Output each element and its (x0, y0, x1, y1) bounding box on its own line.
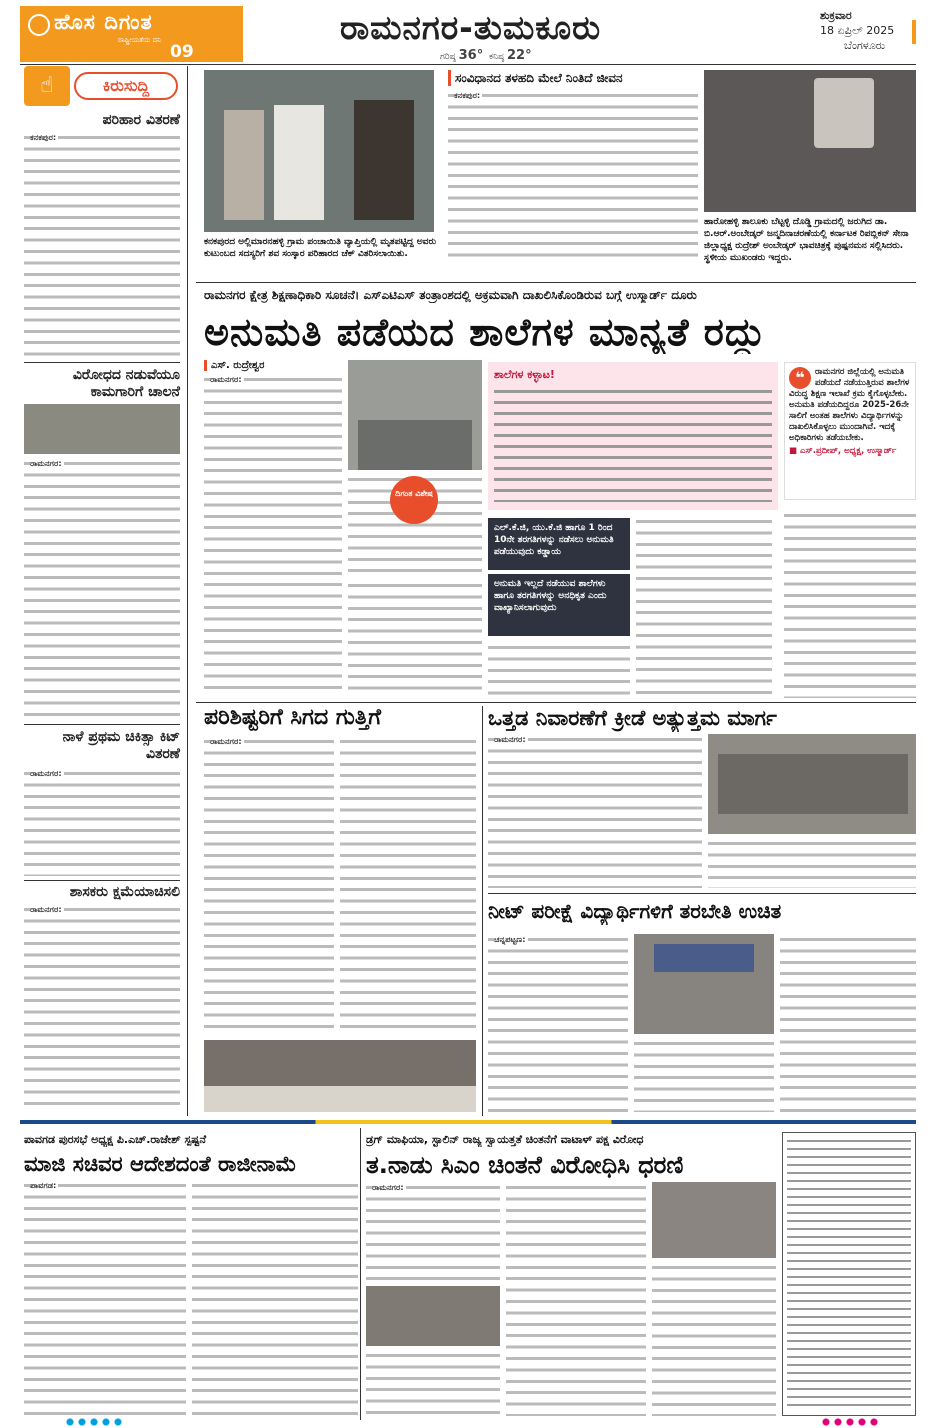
brief-2-body (24, 458, 180, 720)
bottom-story-2-col-2 (506, 1182, 646, 1416)
lead-body-col-5 (636, 516, 772, 698)
lead-quote-box (784, 362, 916, 500)
bottom-story-1-headline: ಮಾಜಿ ಸಚಿವರ ಆದೇಶದಂತೆ ರಾಜೀನಾಮೆ (24, 1152, 297, 1176)
dark-box-1: ಎಲ್.ಕೆ.ಜಿ, ಯು.ಕೆ.ಜಿ ಹಾಗೂ 1 ರಿಂದ 10ನೇ ತರಗತಿಗಳನ್ನು ನಡೆಸಲು ಅನುಮತಿ ಪಡೆಯುವುದು ಕಡ್ಡಾಯ (488, 518, 630, 570)
mid-story-3-col-1 (488, 934, 628, 1112)
masthead-logo (20, 6, 243, 62)
mid-story-2-col-2 (708, 838, 916, 888)
brief-2-photo (24, 404, 180, 454)
mid-story-1-photo (204, 1040, 476, 1112)
logo-tagline: ರಾಷ್ಟ್ರೀಯತೆಯ ದನಿ (118, 36, 162, 44)
weather (440, 48, 532, 63)
brief-3-dateline: ರಾಮನಗರ: (30, 768, 62, 778)
sun-icon (28, 14, 50, 36)
weather-min: 22° (507, 48, 532, 63)
lead-body-col-6 (784, 510, 916, 698)
page-title: ರಾಮನಗರ-ತುಮಕೂರು (340, 8, 602, 47)
column-divider (360, 1128, 361, 1420)
bottom-story-1-kicker: ಪಾವಗಡ ಪುರಸಭೆ ಅಧ್ಯಕ್ಷ ಪಿ.ಎಚ್.ರಾಜೇಶ್ ಸ್ಪಷ್ಟನೆ (24, 1133, 207, 1146)
divider (24, 362, 180, 363)
lead-headline: ಅನುಮತಿ ಪಡೆಯದ ಶಾಲೆಗಳ ಮಾನ್ಯತೆ ರದ್ದು (204, 310, 766, 354)
bottom-story-2-col-1b (366, 1350, 500, 1416)
brief-2-headline: ವಿರೋಧದ ನಡುವೆಯೂ ಕಾಮಗಾರಿಗೆ ಚಾಲನೆ (72, 367, 180, 400)
hand-icon: ☝ (24, 66, 70, 106)
lead-body-col-4 (488, 642, 630, 698)
brief-1-body (24, 132, 180, 362)
issue-city: ಬೆಂಗಳೂರು (844, 39, 886, 52)
mid-story-2-col-1 (488, 734, 702, 888)
lead-dateline: ರಾಮನಗರ: (210, 374, 242, 384)
pink-box-headline: ಶಾಲೆಗಳ ಕಳ್ಳಾಟ! (494, 368, 555, 381)
brief-1-dateline: ಕನಕಪುರ: (30, 132, 57, 142)
section-strip (20, 1120, 916, 1124)
kiru-suddi-banner (24, 66, 180, 106)
issue-day: ಶುಕ್ರವಾರ (820, 9, 852, 22)
column-divider (482, 706, 483, 1116)
top-story-dateline: ಕನಕಪುರ: (454, 90, 481, 100)
brief-3-headline: ನಾಳೆ ಪ್ರಥಮ ಚಿಕಿತ್ಸಾ ಕಿಟ್ ವಿತರಣೆ (62, 729, 180, 762)
bottom-story-2-col-1 (366, 1182, 500, 1282)
mid-story-1-col-2 (340, 736, 476, 1036)
pink-box-body (494, 386, 772, 502)
lead-pink-box (488, 362, 778, 510)
lead-byline: ಎಸ್. ರುದ್ರೇಶ್ವರ (204, 360, 264, 371)
column-divider (187, 66, 188, 1116)
print-marks (820, 1418, 880, 1426)
print-marks (64, 1418, 124, 1426)
photo-cheque-distribution (204, 70, 434, 232)
dark-box-2: ಅನುಮತಿ ಇಲ್ಲದೆ ನಡೆಯುವ ಶಾಲೆಗಳು ಹಾಗೂ ತರಗತಿಗಳನ್ನು ಅನಧಿಕೃತ ಎಂದು ವಾಖ್ಯಾನಿಸಲಾಗುವುದು (488, 574, 630, 636)
digantha-special-badge: ದಿಗಂತ ವಿಶೇಷ (390, 476, 438, 524)
brief-4-headline: ಶಾಸಕರು ಕ್ಷಮೆಯಾಚಿಸಲಿ (69, 884, 180, 900)
weather-max: 36° (458, 48, 484, 63)
issue-date (820, 8, 894, 53)
brief-1-headline: ಪರಿಹಾರ ವಿತರಣೆ (102, 112, 180, 128)
quote-icon: ❝ (789, 367, 811, 389)
top-story-body (448, 90, 698, 262)
lead-body-col-3 (348, 580, 482, 696)
divider (196, 282, 916, 283)
mid-story-1-dateline: ರಾಮನಗರ: (210, 736, 242, 746)
top-story-headline: ಸಂವಿಧಾನದ ತಳಹದಿ ಮೇಲೆ ನಿಂತಿದೆ ಜೀವನ (448, 70, 698, 86)
mid-story-3-col-3 (780, 934, 916, 1112)
quote-by: ■ ಎಸ್.ಪ್ರದೀಪ್, ಅಧ್ಯಕ್ಷ, ಉಸ್ಮಾರ್ಡ್ (789, 446, 897, 456)
mid-story-3-dateline: ಚನ್ನಪಟ್ಟಣ: (494, 934, 526, 944)
brief-2-dateline: ರಾಮನಗರ: (30, 458, 62, 468)
divider (24, 724, 180, 725)
weather-min-label: ಕನಿಷ್ಠ (488, 52, 505, 62)
bottom-story-2-photo-2 (652, 1182, 776, 1258)
bottom-story-2-dateline: ರಾಮನಗರ: (372, 1182, 404, 1192)
page-number: 09 (170, 42, 194, 62)
brief-4-dateline: ರಾಮನಗರ: (30, 904, 62, 914)
photo-1-caption: ಕನಕಪುರದ ಅಲ್ಲಿಮಾರನಹಳ್ಳಿ ಗ್ರಾಮ ಪಂಚಾಯಿತಿ ವ್ಯಾಪ್ತಿಯಲ್ಲಿ ಮೃತಪಟ್ಟಿದ್ದ ಅವರು ಕುಟುಂಬದ ಸದಸ್ಯರಿಗೆ ಶವ ಸಂಸ್ಕಾರ ಪರಿಹಾರದ ಚೆಕ್ ವಿತರಿಸಲಾಯಿತು. (204, 237, 437, 259)
mid-story-3-headline: ನೀಟ್ ಪರೀಕ್ಷೆ ವಿದ್ಯಾರ್ಥಿಗಳಿಗೆ ತರಬೇತಿ ಉಚಿತ (488, 899, 782, 923)
brief-2 (24, 367, 180, 401)
top-story (448, 70, 698, 86)
bottom-story-2-headline: ತ.ನಾಡು ಸಿಎಂ ಚಿಂತನೆ ವಿರೋಧಿಸಿ ಧರಣಿ (366, 1151, 684, 1179)
brief-4 (24, 884, 180, 901)
mid-story-1-headline: ಪರಿಶಿಷ್ಟರಿಗೆ ಸಿಗದ ಗುತ್ತಿಗೆ (204, 705, 382, 730)
bottom-story-1-col-2 (192, 1180, 358, 1416)
divider (20, 64, 916, 65)
lead-kicker: ರಾಮನಗರ ಕ್ಷೇತ್ರ ಶಿಕ್ಷಣಾಧಿಕಾರಿ ಸೂಚನೆ। ಎಸ್‌ಎಟಿಎಸ್ ತಂತ್ರಾಂಶದಲ್ಲಿ ಅಕ್ರಮವಾಗಿ ದಾಖಲಿಸಿಕೊಂಡಿರುವ ಬಗ್ಗೆ ಉಸ್ಮಾರ್ಡ್ ದೂರು (204, 288, 697, 302)
mid-story-2-headline: ಒತ್ತಡ ನಿವಾರಣೆಗೆ ಕ್ರೀಡೆ ಅತ್ಯುತ್ತಮ ಮಾರ್ಗ (488, 706, 777, 730)
lead-school-photo (348, 360, 482, 470)
photo-ambedkar-jayanti (704, 70, 916, 212)
brief-1 (24, 112, 180, 362)
legal-notice (782, 1132, 916, 1416)
bottom-story-2-kicker: ಡ್ರಗ್ ಮಾಫಿಯಾ, ಸ್ಟಾಲಿನ್ ರಾಜ್ಯ ಸ್ವಾಯತ್ತತೆ ಚಿಂತನೆಗೆ ವಾಟಾಳ್ ಪಕ್ಷ ವಿರೋಧ (366, 1133, 644, 1146)
brief-3-body (24, 768, 180, 876)
bottom-story-2-col-3 (652, 1262, 776, 1416)
logo-name: ಹೊಸ ದಿಗಂತ (54, 10, 153, 34)
divider (488, 893, 916, 894)
issue-date-text: 18 ಏಪ್ರಿಲ್ 2025 (820, 24, 895, 37)
mid-story-3-photo (634, 934, 774, 1034)
divider (196, 702, 916, 703)
masthead-accent (912, 20, 916, 44)
bottom-story-2-photo-1 (366, 1286, 500, 1346)
bottom-story-1-col-1 (24, 1180, 186, 1416)
brief-3 (24, 729, 180, 763)
lead-body-col-1 (204, 374, 342, 696)
divider (24, 880, 180, 881)
mid-story-1-col-1 (204, 736, 334, 1036)
bottom-story-1-dateline: ಪಾವಗಡ: (30, 1180, 57, 1190)
weather-max-label: ಗರಿಷ್ಠ (440, 52, 456, 62)
brief-4-body (24, 904, 180, 1112)
mid-story-2-photo (708, 734, 916, 834)
kiru-suddi-label: ಕಿರುಸುದ್ದಿ (74, 72, 178, 100)
photo-2-caption: ಹಾರೋಹಳ್ಳಿ ತಾಲೂಕು ಬೆಟ್ಟಳ್ಳಿ ದೊಡ್ಡಿ ಗ್ರಾಮದಲ್ಲಿ ಜರುಗಿದ ಡಾ. ಬಿ.ಆರ್.ಅಂಬೇಡ್ಕರ್ ಜನ್ಮದಿನಾಚರಣೆಯಲ್ಲಿ ಕರ್ನಾಟಕ ರಿಪಬ್ಲಿಕನ್ ಸೇನಾ ಜಿಲ್ಲಾಧ್ಯಕ್ಷ ರುದ್ರೇಶ್ ಅಂಬೇಡ್ಕರ್ ಭಾವಚಿತ್ರಕ್ಕೆ ಪುಷ್ಪನಮನ ಸಲ್ಲಿಸಿದರು. ಸ್ಥಳೀಯ ಮುಖಂಡರು ಇದ್ದರು. (704, 217, 909, 263)
mid-story-3-col-2 (634, 1038, 774, 1112)
mid-story-2-dateline: ರಾಮನಗರ: (494, 734, 526, 744)
quote-text: ರಾಮನಗರ ಜಿಲ್ಲೆಯಲ್ಲಿ ಅನುಮತಿ ಪಡೆಯದೆ ನಡೆಯುತ್ತಿರುವ ಶಾಲೆಗಳ ವಿರುದ್ಧ ಶಿಕ್ಷಣ ಇಲಾಖೆ ಕ್ರಮ ಕೈಗೊಳ್ಳಬೇಕು. ಅನುಮತಿ ಪಡೆಯದಿದ್ದರೂ 2025-26ನೇ ಸಾಲಿಗೆ ಅಂತಹ ಶಾಲೆಗಳು ವಿದ್ಯಾರ್ಥಿಗಳನ್ನು ದಾಖಲಿಸಿಕೊಳ್ಳಲು ಮುಂದಾಗಿವೆ. ಇದಕ್ಕೆ ಅಧಿಕಾರಿಗಳು ತಡೆಯಬೇಕು. (789, 367, 910, 443)
